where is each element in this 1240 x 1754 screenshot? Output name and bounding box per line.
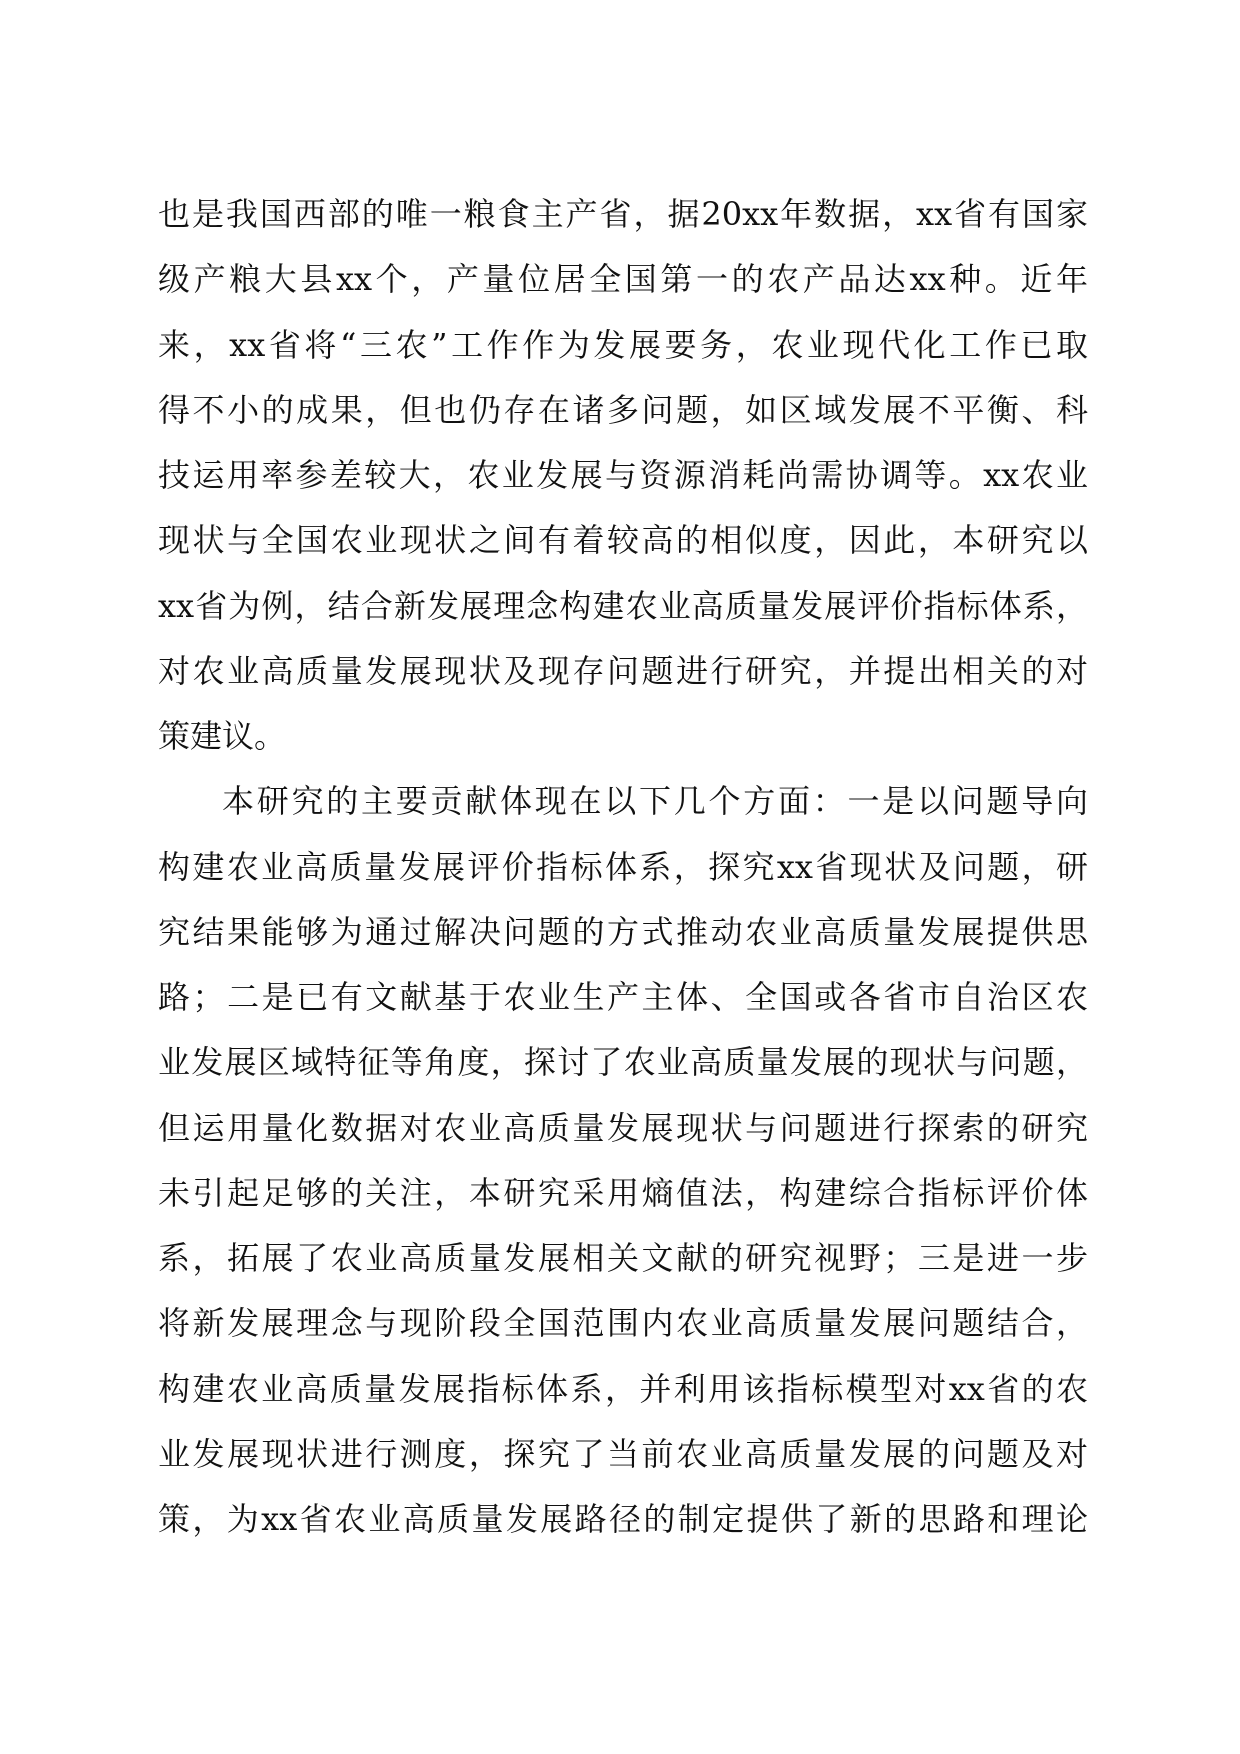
text-line: 技运用率参差较大，农业发展与资源消耗尚需协调等。xx农业 xyxy=(158,456,1088,494)
text-line: 将新发展理念与现阶段全国范围内农业高质量发展问题结合， xyxy=(158,1304,1088,1343)
text-line: 来，xx省将“三农”工作作为发展要务，农业现代化工作已取 xyxy=(158,325,1088,364)
text-line: 也是我国西部的唯一粮食主产省，据20xx年数据，xx省有国家 xyxy=(158,195,1088,233)
text-line: 级产粮大县xx个，产量位居全国第一的农产品达xx种。近年 xyxy=(158,260,1088,299)
text-line: 策建议。 xyxy=(158,717,287,755)
text-line: 路；二是已有文献基于农业生产主体、全国或各省市自治区农 xyxy=(158,978,1088,1016)
paragraph-1 xyxy=(158,182,1088,769)
text-line: 现状与全国农业现状之间有着较高的相似度，因此，本研究以 xyxy=(158,521,1088,560)
text-line: 系，拓展了农业高质量发展相关文献的研究视野；三是进一步 xyxy=(158,1239,1088,1277)
text-line: 究结果能够为通过解决问题的方式推动农业高质量发展提供思 xyxy=(158,912,1088,951)
text-line: xx省为例，结合新发展理念构建农业高质量发展评价指标体系， xyxy=(158,586,1088,625)
text-line: 构建农业高质量发展评价指标体系，探究xx省现状及问题，研 xyxy=(158,847,1088,886)
text-line: 业发展区域特征等角度，探讨了农业高质量发展的现状与问题， xyxy=(158,1043,1088,1082)
text-line: 本研究的主要贡献体现在以下几个方面：一是以问题导向 xyxy=(222,782,1088,821)
paragraph-2 xyxy=(158,769,1088,1552)
body-text xyxy=(158,182,1088,1552)
text-line: 构建农业高质量发展指标体系，并利用该指标模型对xx省的农 xyxy=(158,1369,1088,1408)
text-line: 对农业高质量发展现状及现存问题进行研究，并提出相关的对 xyxy=(158,651,1088,690)
text-line: 得不小的成果，但也仍存在诸多问题，如区域发展不平衡、科 xyxy=(158,390,1088,429)
text-line: 策，为xx省农业高质量发展路径的制定提供了新的思路和理论 xyxy=(158,1500,1088,1538)
text-line: 业发展现状进行测度，探究了当前农业高质量发展的问题及对 xyxy=(158,1434,1088,1473)
text-line: 但运用量化数据对农业高质量发展现状与问题进行探索的研究 xyxy=(158,1108,1088,1147)
text-line: 未引起足够的关注，本研究采用熵值法，构建综合指标评价体 xyxy=(158,1173,1088,1212)
